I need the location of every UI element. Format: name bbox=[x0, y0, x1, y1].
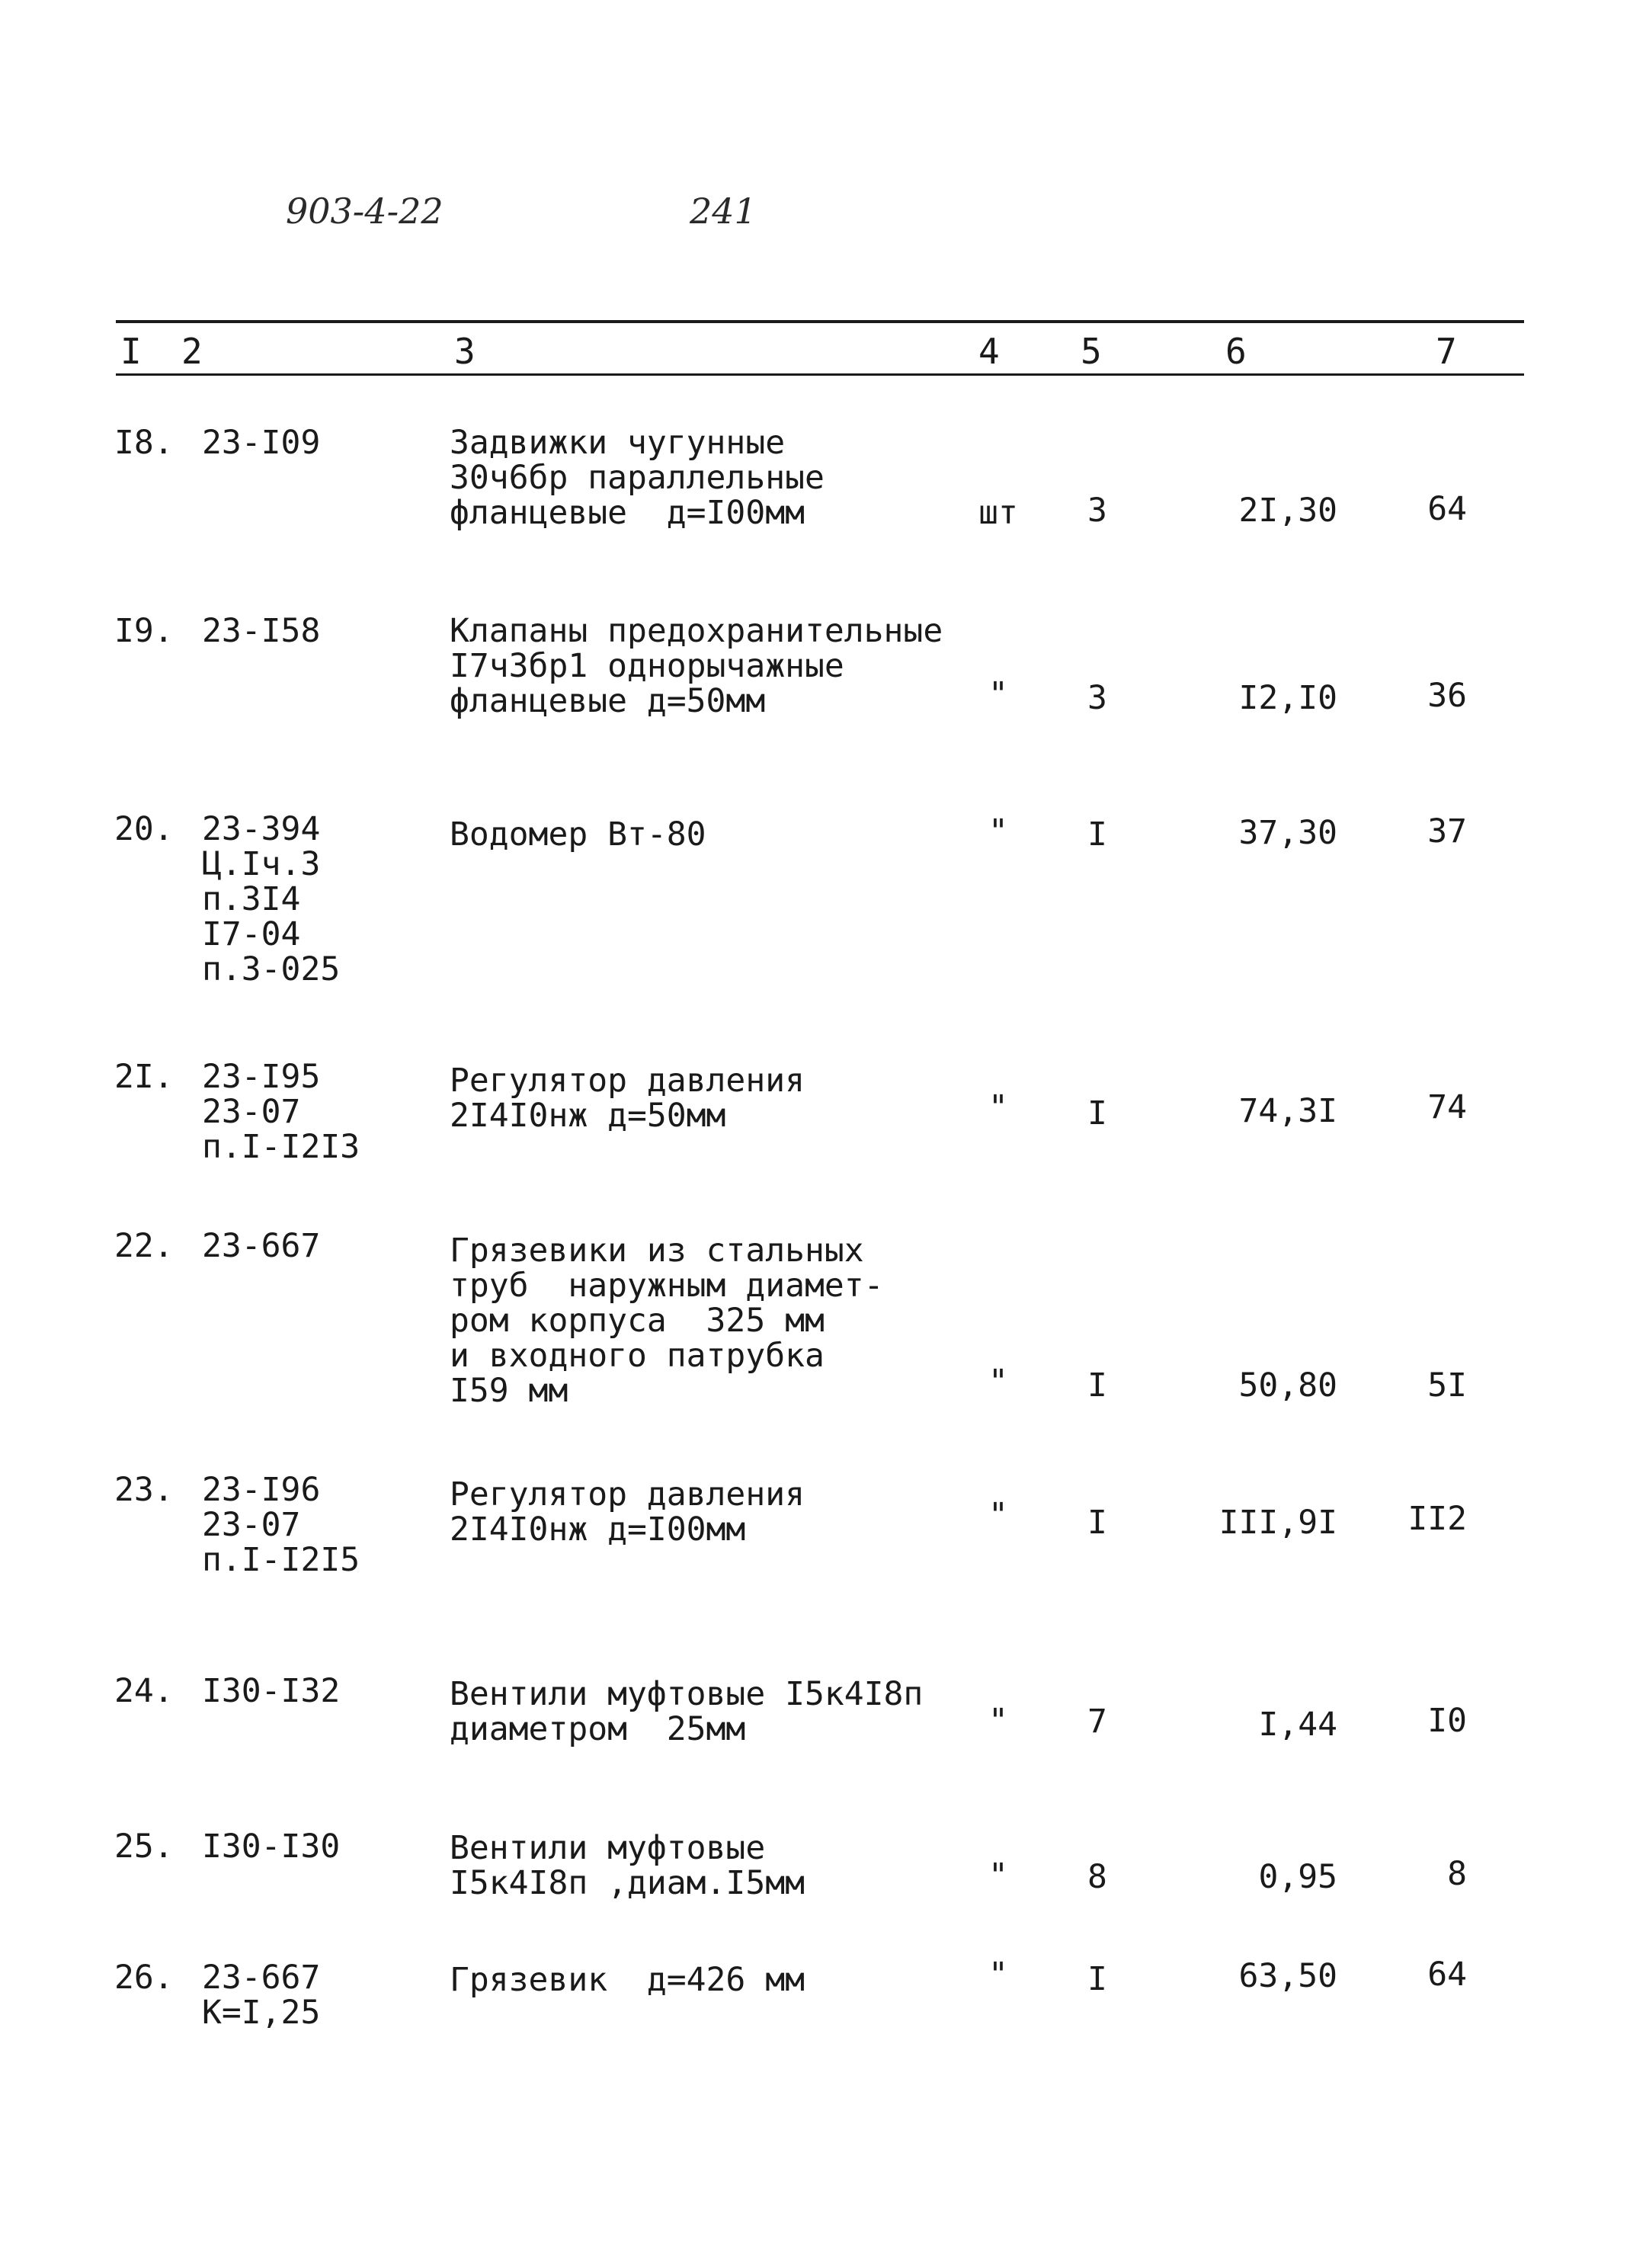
table-header-rule bbox=[116, 373, 1524, 376]
row-name: Водомер Вт-80 bbox=[450, 815, 706, 854]
row-price: 50,80 bbox=[1238, 1366, 1337, 1405]
row-price: III,9I bbox=[1218, 1504, 1337, 1542]
row-name: Вентили муфтовые I5к4I8п ,диам.I5мм bbox=[450, 1829, 805, 1902]
page-number: 241 bbox=[690, 191, 757, 232]
row-code: 23-667 bbox=[202, 1227, 321, 1265]
row-total: 36 bbox=[1427, 677, 1467, 715]
row-quantity: I bbox=[1087, 1094, 1107, 1132]
row-code: I30-I32 bbox=[202, 1672, 341, 1710]
row-total: 5I bbox=[1427, 1366, 1467, 1405]
row-price: 63,50 bbox=[1238, 1957, 1337, 1995]
row-number: I9. bbox=[114, 612, 174, 650]
row-code: 23-I58 bbox=[202, 612, 321, 650]
row-unit: " bbox=[988, 1956, 1008, 1994]
row-unit: " bbox=[988, 675, 1008, 713]
column-header-3: 3 bbox=[454, 331, 476, 372]
row-unit: " bbox=[988, 1088, 1008, 1126]
row-total: 64 bbox=[1427, 490, 1467, 528]
row-unit: " bbox=[988, 1363, 1008, 1401]
row-price: 0,95 bbox=[1258, 1858, 1337, 1896]
column-header-5: 5 bbox=[1081, 331, 1102, 372]
row-name: Задвижки чугунные 30ч6бр параллельные фланцевые д=I00мм bbox=[450, 424, 825, 532]
row-quantity: I bbox=[1087, 1504, 1107, 1542]
row-code: 23-I09 bbox=[202, 424, 321, 462]
row-unit: " bbox=[988, 812, 1008, 850]
table-top-rule bbox=[116, 320, 1524, 323]
row-total: 64 bbox=[1427, 1956, 1467, 1994]
row-unit: " bbox=[988, 1496, 1008, 1534]
row-code: 23-I95 23-07 п.I-I2I3 bbox=[202, 1058, 360, 1166]
row-name: Грязевик д=426 мм bbox=[450, 1961, 805, 1999]
row-quantity: I bbox=[1087, 1366, 1107, 1405]
row-number: 23. bbox=[114, 1471, 174, 1509]
row-price: 74,3I bbox=[1238, 1092, 1337, 1130]
row-name: Грязевики из стальных труб наружным диамет- ром корпуса 325 мм и входного патрубка I59 мм bbox=[450, 1232, 884, 1410]
row-quantity: 3 bbox=[1087, 679, 1107, 717]
row-unit: шт bbox=[978, 494, 1018, 532]
row-price: I2,I0 bbox=[1238, 679, 1337, 717]
column-header-2: 2 bbox=[181, 331, 203, 372]
column-header-6: 6 bbox=[1225, 331, 1247, 372]
row-code: 23-I96 23-07 п.I-I2I5 bbox=[202, 1471, 360, 1579]
row-total: 37 bbox=[1427, 812, 1467, 850]
row-code: 23-667 К=I,25 bbox=[202, 1959, 321, 2032]
column-header-7: 7 bbox=[1436, 331, 1457, 372]
column-header-1: I bbox=[120, 331, 142, 372]
row-number: 26. bbox=[114, 1959, 174, 1997]
row-price: 37,30 bbox=[1238, 814, 1337, 852]
row-code: I30-I30 bbox=[202, 1828, 341, 1866]
row-quantity: I bbox=[1087, 1960, 1107, 1998]
row-total: I0 bbox=[1427, 1702, 1467, 1740]
row-quantity: 7 bbox=[1087, 1703, 1107, 1741]
document-code: 903-4-22 bbox=[286, 191, 444, 232]
row-name: Регулятор давления 2I4I0нж д=I00мм bbox=[450, 1475, 805, 1549]
row-quantity: 3 bbox=[1087, 492, 1107, 530]
row-total: 8 bbox=[1447, 1855, 1467, 1893]
row-name: Регулятор давления 2I4I0нж д=50мм bbox=[450, 1062, 805, 1135]
row-number: 25. bbox=[114, 1828, 174, 1866]
row-number: 24. bbox=[114, 1672, 174, 1710]
row-number: I8. bbox=[114, 424, 174, 462]
row-price: 2I,30 bbox=[1238, 492, 1337, 530]
row-total: 74 bbox=[1427, 1088, 1467, 1126]
row-number: 20. bbox=[114, 810, 174, 848]
column-header-4: 4 bbox=[978, 331, 1000, 372]
row-quantity: I bbox=[1087, 815, 1107, 854]
row-price: I,44 bbox=[1258, 1706, 1337, 1744]
row-number: 22. bbox=[114, 1227, 174, 1265]
row-name: Вентили муфтовые I5к4I8п диаметром 25мм bbox=[450, 1675, 924, 1748]
row-code: 23-394 Ц.Iч.3 п.3I4 I7-04 п.3-025 bbox=[202, 810, 341, 988]
row-total: II2 bbox=[1407, 1500, 1467, 1538]
row-number: 2I. bbox=[114, 1058, 174, 1096]
row-unit: " bbox=[988, 1856, 1008, 1895]
row-unit: " bbox=[988, 1702, 1008, 1740]
row-name: Клапаны предохранительные I7ч3бр1 однорычажные фланцевые д=50мм bbox=[450, 612, 943, 720]
row-quantity: 8 bbox=[1087, 1858, 1107, 1896]
